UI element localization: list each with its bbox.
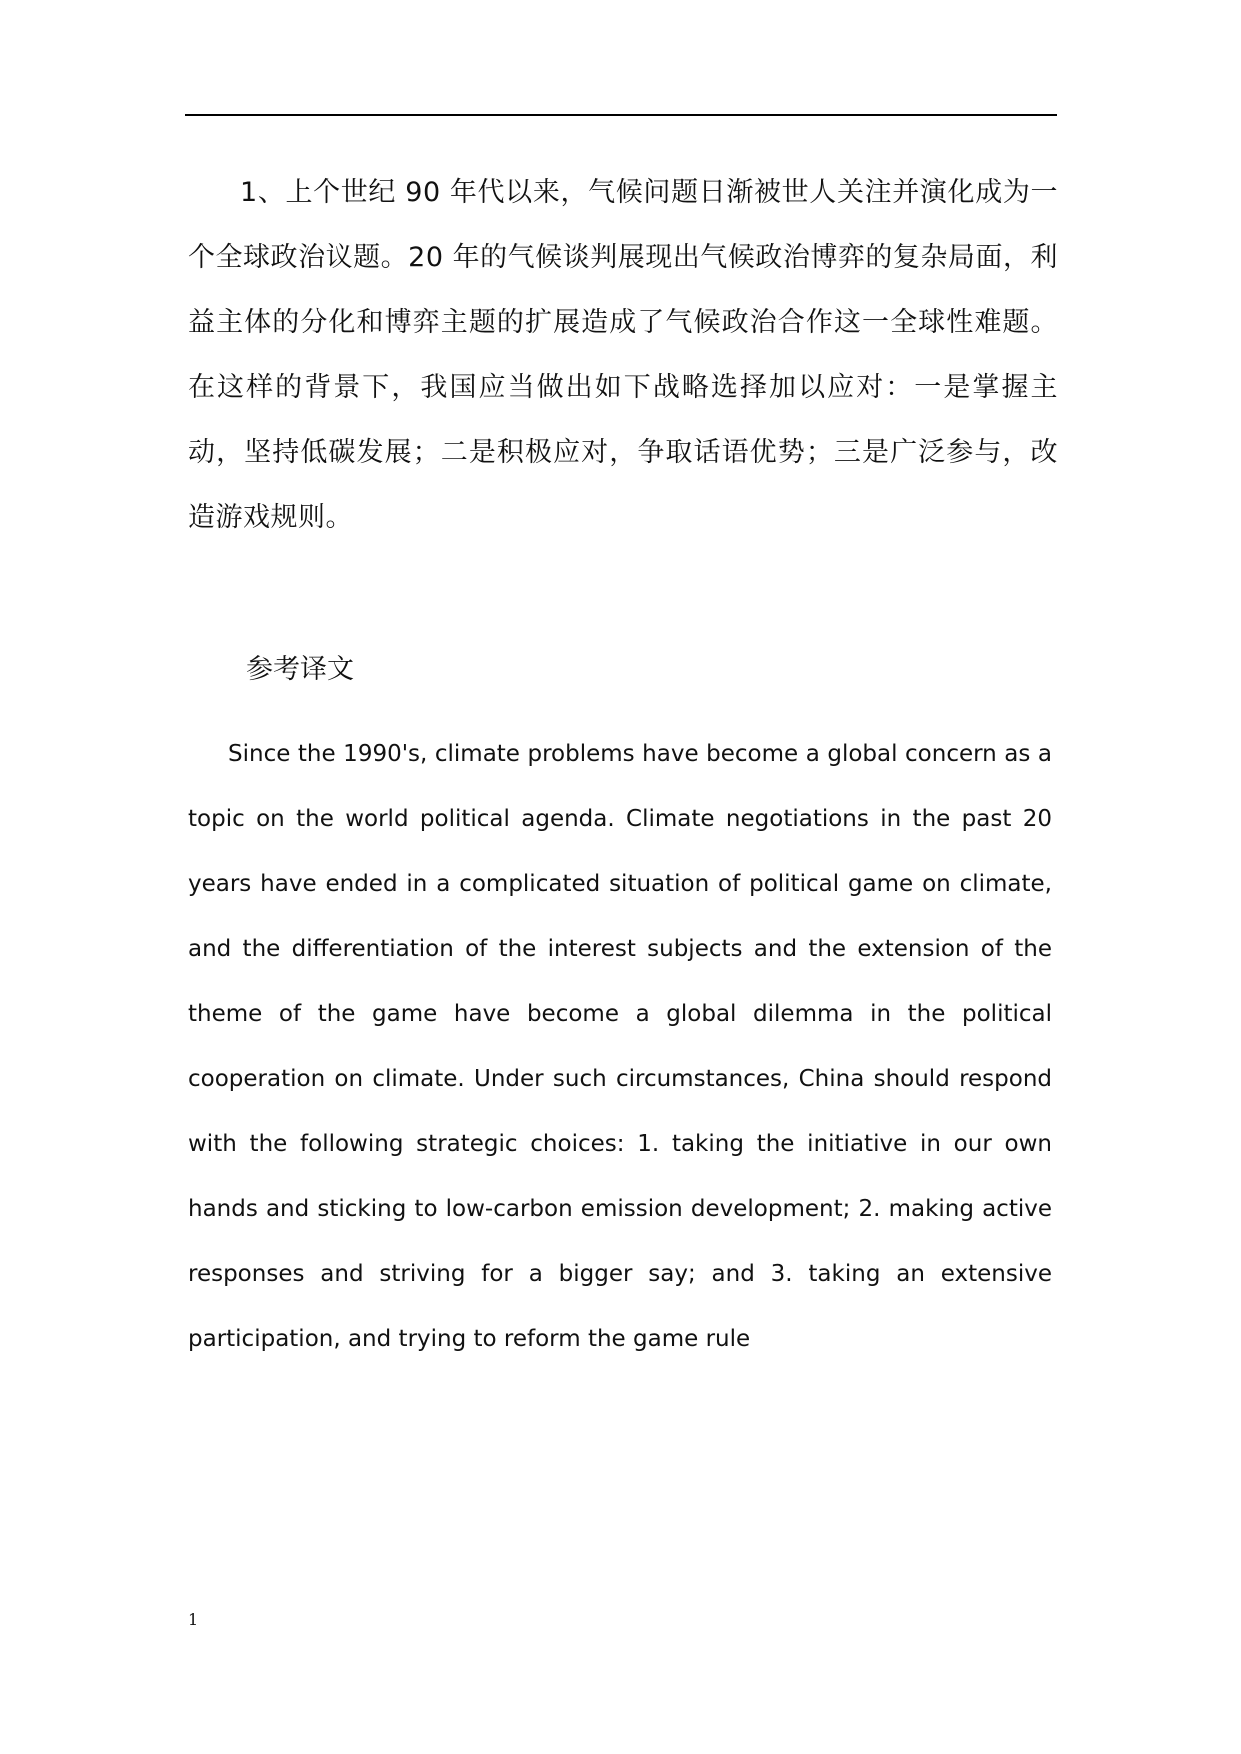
page-number: 1 [188,1610,199,1629]
english-translation-paragraph: Since the 1990's, climate problems have become a global concern as a topic on the world political agenda. Climate negotiations in the past 20 years have ended in a complicated situation of political game on climate, and the differentiation of the interest subjects and the extension of the theme of the game have become a global dilemma in the political cooperation on climate. Under such circumstances, China should respond with the following strategic choices: 1. taking the initiative in our own hands and sticking to low-carbon emission development; 2. making active responses and striving for a bigger say; and 3. taking an extensive participation, and trying to reform the game rule [188,741,1052,1352]
header-rule [185,114,1057,116]
translation-heading: 参考译文 [246,654,354,685]
chinese-paragraph: 1、上个世纪 90 年代以来，气候问题日渐被世人关注并演化成为一个全球政治议题。20 年的气候谈判展现出气候政治博弈的复杂局面，利益主体的分化和博弈主题的扩展造成了气候政治合作这一全球性难题。在这样的背景下，我国应当做出如下战略选择加以应对：一是掌握主动，坚持低碳发展；二是积极应对，争取话语优势；三是广泛参与，改造游戏规则。 [188,177,1058,533]
